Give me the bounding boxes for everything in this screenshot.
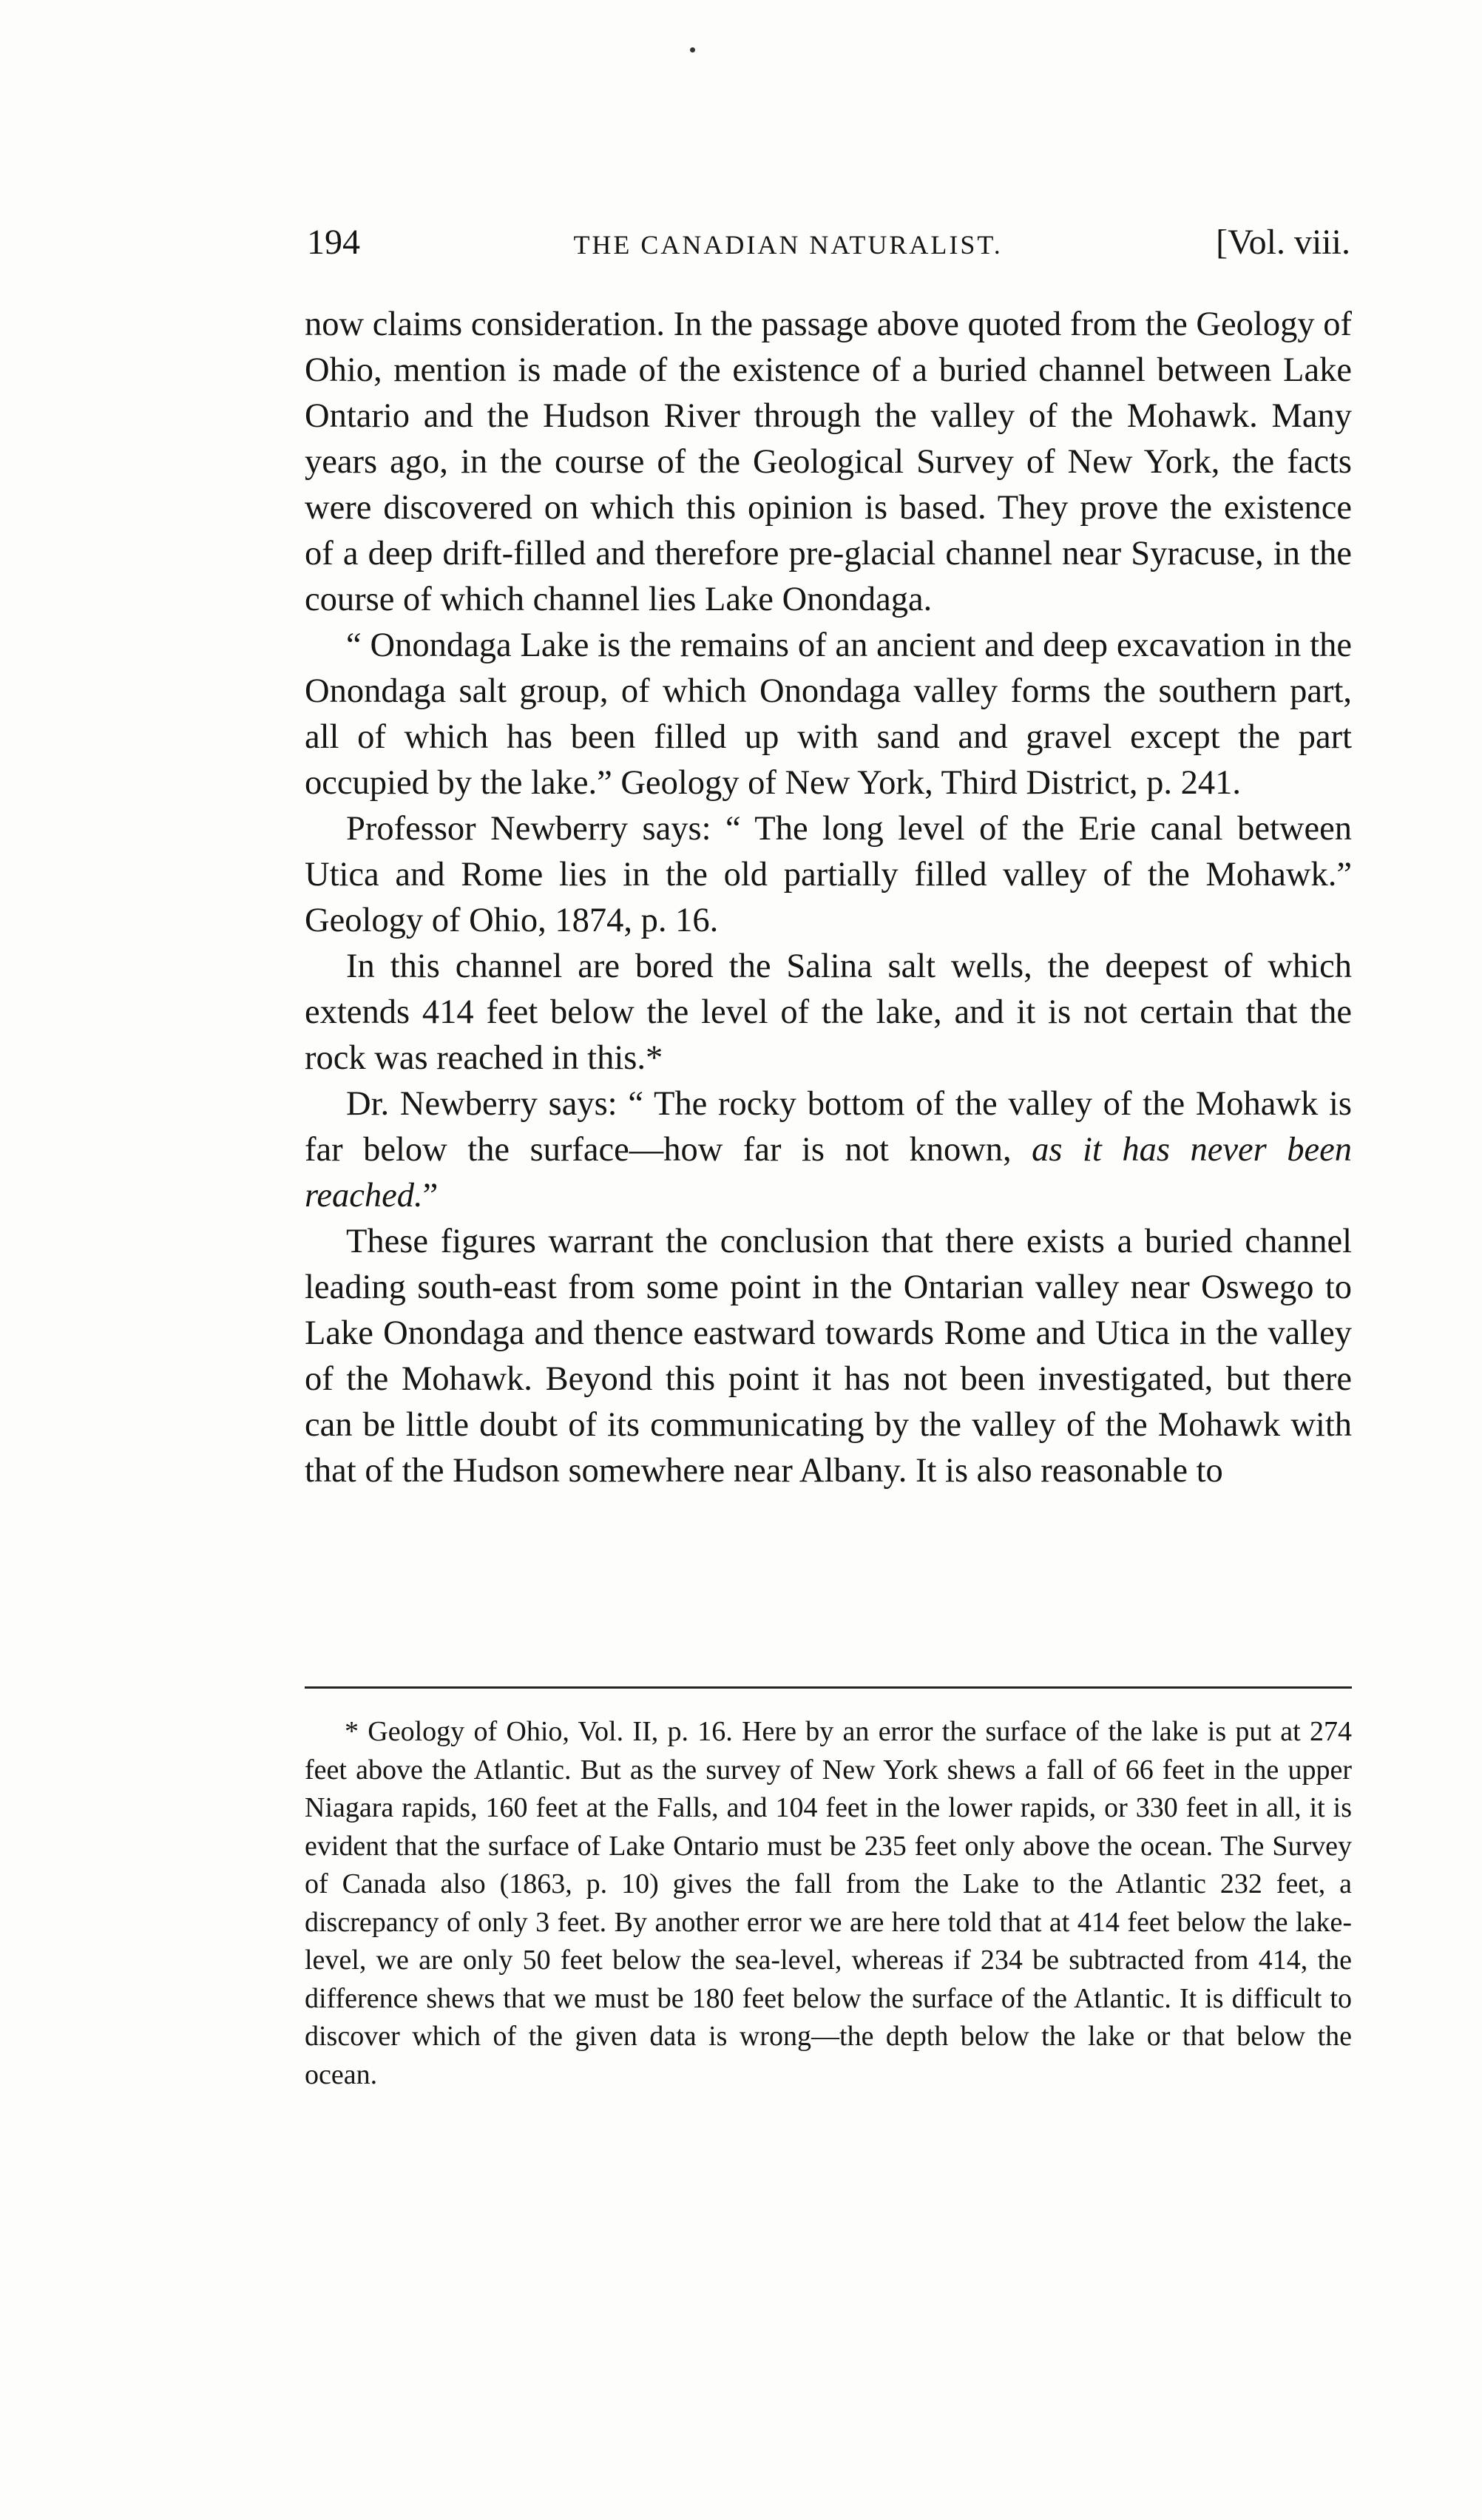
paragraph-3: Professor Newberry says: “ The long level of the Erie canal between Utica and Rome lies in the old partially filled valley of the Mohawk.” Geology of Ohio, 1874, p. 16. <box>305 810 1352 939</box>
paragraph-4: In this channel are bored the Salina salt wells, the deepest of which extends 414 feet below the level of the lake, and it is not certain that the rock was reached in this.* <box>305 947 1352 1077</box>
ink-speck <box>690 47 695 53</box>
footnote <box>305 1713 1352 2094</box>
paragraph-2: “ Onondaga Lake is the remains of an ancient and deep excavation in the Onondaga salt group, of which Onondaga valley forms the southern part, all of which has been filled up with sand and gravel except the part occupied by the lake.” Geology of New York, Third District, p. 241. <box>305 626 1352 802</box>
page-number: 194 <box>307 223 360 262</box>
paragraph-6: These figures warrant the conclusion that there exists a buried channel leading south-east from some point in the Ontarian valley near Oswego to Lake Onondaga and thence eastward towards Rome and Utica in the valley of the Mohawk. Beyond this point it has not been investigated, but there can be little doubt of its communicating by the valley of the Mohawk with that of the Hudson somewhere near Albany. It is also reasonable to <box>305 1223 1352 1490</box>
page-header <box>307 222 1350 263</box>
footnote-rule <box>305 1686 1352 1689</box>
running-title: THE CANADIAN NATURALIST. <box>573 230 1003 260</box>
paragraph-5-italic: as it has never been reached. <box>305 1131 1352 1215</box>
paragraph-1: now claims consideration. In the passage above quoted from the Geology of Ohio, mention is made of the existence of a buried channel between Lake Ontario and the Hudson River through the valley of the Mohawk. Many years ago, in the course of the Geological Survey of New York, the facts were discovered on which this opinion is based. They prove the existence of a deep drift-filled and therefore pre-glacial channel near Syracuse, in the course of which channel lies Lake Onondaga. <box>305 305 1352 618</box>
footnote-text: * Geology of Ohio, Vol. II, p. 16. Here by an error the surface of the lake is put at 274 feet above the Atlantic. But as the survey of New York shews a fall of 66 feet in the upper Niagara rapids, 160 feet at the Falls, and 104 feet in the lower rapids, or 330 feet in all, it is evident that the surface of Lake Ontario must be 235 feet only above the ocean. The Survey of Canada also (1863, p. 10) gives the fall from the Lake to the Atlantic 232 feet, a discrepancy of only 3 feet. By another error we are here told that at 414 feet below the lake-level, we are only 50 feet below the sea-level, whereas if 234 be subtracted from 414, the difference shews that we must be 180 feet below the surface of the Atlantic. It is difficult to discover which of the given data is wrong—the depth below the lake or that below the ocean. <box>305 1716 1352 2090</box>
paragraph-5-start: Dr. Newberry says: “ The rocky bottom of the valley of the Mohawk is far below the surface—how far is not known, <box>305 1085 1352 1169</box>
body-text <box>305 302 1352 1494</box>
volume-label: [Vol. viii. <box>1216 223 1350 262</box>
paragraph-5-end: ” <box>422 1177 439 1215</box>
paragraph-5 <box>305 1081 1352 1219</box>
